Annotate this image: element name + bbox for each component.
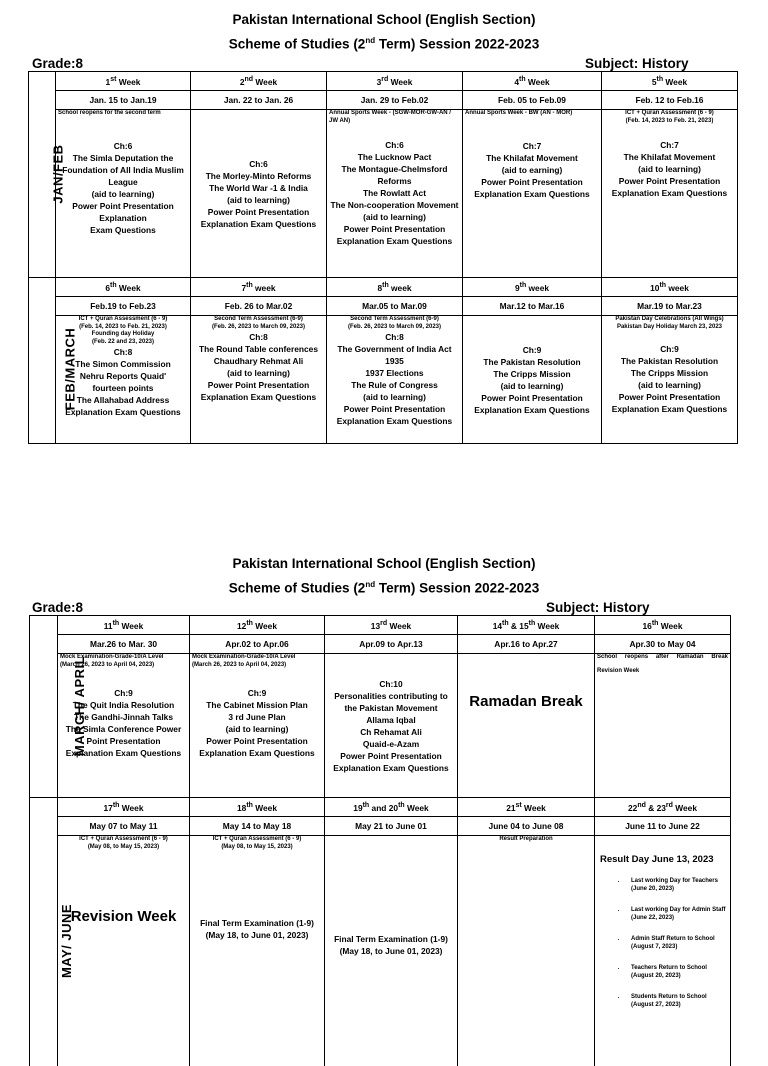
lesson-line: Exam Questions xyxy=(90,224,156,235)
lesson-line: The World War -1 & India xyxy=(209,182,308,193)
list-item: • Last working Day for Admin Staff (June 22, 2023) xyxy=(627,907,728,922)
lesson-line: (aid to earning) xyxy=(501,164,563,175)
lesson-line: Ch:7 xyxy=(522,140,542,151)
scheme-title: Scheme of Studies (2nd Term) Session 2022-2023 xyxy=(228,36,540,52)
schedule-table-2 xyxy=(29,615,731,1066)
lesson-line: The Khilafat Movement xyxy=(486,152,578,163)
week-header: 10th week xyxy=(602,278,738,297)
lesson-cell xyxy=(602,316,738,444)
lesson-line: The Gandhi-Jinnah Talks xyxy=(74,712,173,722)
lesson-line: Ch:9 xyxy=(247,688,267,698)
lesson-cell xyxy=(602,110,738,278)
lesson-line: (May 18, to June 01, 2023) xyxy=(205,930,309,940)
lesson-line: Allama Iqbal xyxy=(366,714,416,725)
week-header: 18th Week xyxy=(190,798,325,817)
lesson-line: Ch:9 xyxy=(522,344,542,355)
date-row xyxy=(29,297,738,316)
lesson-line: Ch:9 xyxy=(114,688,133,698)
week-header: 2nd Week xyxy=(191,72,327,91)
lesson-cell xyxy=(458,654,595,798)
lesson-line: fourteen points xyxy=(92,383,154,393)
lesson-line: Explanation Exam Questions xyxy=(336,416,453,426)
lesson-line: Ch:8 xyxy=(249,332,268,342)
lesson-line: The Simla Deputation the Foundation of All India Muslim League xyxy=(62,152,184,187)
week-header-row xyxy=(30,616,731,635)
lesson-line: The Morley-Minto Reforms xyxy=(205,170,312,181)
cell-note: Revision Week xyxy=(597,667,640,674)
lesson-line: Explanation Exam Questions xyxy=(199,748,315,758)
grade-subject-bar xyxy=(0,599,768,617)
lesson-line: (aid to learning) xyxy=(91,188,155,199)
week-header: 5th Week xyxy=(602,72,738,91)
lesson-line: 1937 Elections xyxy=(365,368,424,378)
lesson-line: The Pakistan Resolution xyxy=(483,356,581,367)
week-header: 22nd & 23rd Week xyxy=(595,798,731,817)
date-cell: June 11 to June 22 xyxy=(595,817,731,836)
date-cell: May 21 to June 01 xyxy=(325,817,458,836)
content-row xyxy=(30,654,731,798)
lesson-line: Chaudhary Rehmat Ali xyxy=(213,356,304,366)
lesson-cell xyxy=(56,110,191,278)
lesson-line: Power Point Presentation xyxy=(481,176,583,187)
cell-note: Second Term Assessment (6-9) (Feb. 26, 2023 to March 09, 2023) xyxy=(211,316,306,330)
date-row xyxy=(30,817,731,836)
cell-note: Annual Sports Week - (SGW-MOR-GW-AN / JW AN) xyxy=(329,110,451,124)
date-cell: Feb. 05 to Feb.09 xyxy=(463,91,602,110)
date-cell: Jan. 22 to Jan. 26 xyxy=(191,91,327,110)
lesson-cell xyxy=(191,110,327,278)
closing-dates-list xyxy=(597,878,728,1009)
lesson-line: Ch Rehamat Ali xyxy=(360,726,422,737)
lesson-line: Personalities contributing to the Pakistan Movement xyxy=(334,690,448,713)
result-day-heading: Result Day June 13, 2023 xyxy=(600,854,714,865)
lesson-line: Explanation Exam Questions xyxy=(65,748,182,758)
lesson-cell xyxy=(327,110,463,278)
grade-label: Grade:8 xyxy=(32,55,84,71)
lesson-line: The Round Table conferences xyxy=(199,344,318,354)
lesson-cell xyxy=(463,316,602,444)
date-cell: Apr.16 to Apr.27 xyxy=(458,635,595,654)
content-row xyxy=(30,836,731,1066)
week-header: 9th week xyxy=(463,278,602,297)
week-header: 11th Week xyxy=(58,616,190,635)
schedule-table-1 xyxy=(28,71,738,444)
lesson-line: The Rule of Congress xyxy=(351,380,438,390)
lesson-line: The Cabinet Mission Plan xyxy=(206,700,308,710)
cell-note: ICT + Quran Assessment (6 - 9) (Feb. 14, 2023 to Feb. 21, 2023) xyxy=(625,110,714,124)
month-cell xyxy=(29,297,78,444)
date-cell: May 07 to May 11 xyxy=(58,817,190,836)
lesson-line: Power Point Presentation xyxy=(618,176,721,186)
lesson-line: The Quit India Resolution xyxy=(72,700,175,710)
lesson-line: (aid to learning) xyxy=(363,212,426,222)
date-cell: Apr.09 to Apr.13 xyxy=(325,635,458,654)
lesson-line: Power Point Presentation xyxy=(340,750,442,761)
grade-subject-bar xyxy=(0,55,768,73)
cell-note: Second Term Assessment (6-9) (Feb. 26, 2023 to March 09, 2023) xyxy=(347,316,442,330)
date-cell: Mar.05 to Mar.09 xyxy=(327,297,463,316)
content-row xyxy=(29,316,738,444)
lesson-line: (aid to learning) xyxy=(638,380,701,390)
date-cell: Apr.30 to May 04 xyxy=(595,635,731,654)
date-cell: May 14 to May 18 xyxy=(190,817,325,836)
lesson-cell xyxy=(191,316,327,444)
lesson-line: The Khilafat Movement xyxy=(623,152,716,162)
date-cell: Apr.02 to Apr.06 xyxy=(190,635,325,654)
lesson-line: Explanation Exam Questions xyxy=(611,404,728,414)
month-cell xyxy=(30,616,88,798)
grade-label: Grade:8 xyxy=(32,599,84,615)
date-cell: Jan. 29 to Feb.02 xyxy=(327,91,463,110)
lesson-line: The Government of India Act 1935 xyxy=(337,344,452,366)
week-header-row xyxy=(29,72,738,91)
week-header: 14th & 15th Week xyxy=(458,616,595,635)
date-cell: Mar.19 to Mar.23 xyxy=(602,297,738,316)
lesson-line: Explanation Exam Questions xyxy=(333,762,449,773)
lesson-line: Power Point Presentation xyxy=(206,736,308,746)
lesson-line: The Cripps Mission xyxy=(630,368,709,378)
lesson-line: Ch:10 xyxy=(379,678,403,689)
week-header: 13rd Week xyxy=(325,616,458,635)
sheet-2 xyxy=(0,544,768,1008)
subject-label: Subject: History xyxy=(546,599,650,615)
lesson-cell xyxy=(190,654,325,798)
lesson-line: Explanation Exam Questions xyxy=(65,407,181,417)
lesson-line: Explanation Exam Questions xyxy=(474,404,590,415)
cell-note: School reopens for the second term xyxy=(58,110,161,116)
date-cell: Mar.12 to Mar.16 xyxy=(463,297,602,316)
week-header: 12th Week xyxy=(190,616,325,635)
lesson-line: Nehru Reports Quaid' xyxy=(79,371,167,381)
week-header: 17th Week xyxy=(58,798,190,817)
lesson-line: Explanation Exam Questions xyxy=(200,218,317,229)
lesson-line: The Montague-Chelmsford Reforms xyxy=(341,164,448,186)
month-cell xyxy=(30,817,75,1066)
lesson-line: Ch:6 xyxy=(249,158,268,169)
ramadan-break-label: Ramadan Break xyxy=(469,693,583,710)
lesson-line: Quaid-e-Azam xyxy=(362,738,420,749)
cell-note: Mock Examination-Grade-10/A Level (March 26, 2023 to April 04, 2023) xyxy=(60,654,164,668)
week-header: 3rd Week xyxy=(327,72,463,91)
lesson-line: Final Term Examination (1-9) xyxy=(334,933,448,944)
lesson-line: (aid to learning) xyxy=(363,392,426,402)
school-title: Pakistan International School (English Section) xyxy=(232,556,536,571)
cell-note: Result Preparation xyxy=(499,836,553,842)
lesson-cell xyxy=(58,836,190,1066)
content-row xyxy=(29,110,738,278)
date-row xyxy=(30,635,731,654)
cell-note: ICT + Quran Assessment (6 - 9) (May 08, to May 15, 2023) xyxy=(212,836,302,850)
lesson-line: The Allahabad Address xyxy=(76,395,170,405)
sheet-1 xyxy=(0,0,768,426)
lesson-line: Final Term Examination (1-9) xyxy=(200,918,314,928)
date-row xyxy=(29,91,738,110)
date-cell: Feb. 12 to Feb.16 xyxy=(602,91,738,110)
lesson-line: The Lucknow Pact xyxy=(357,152,432,162)
date-cell: Jan. 15 to Jan.19 xyxy=(56,91,191,110)
lesson-cell xyxy=(595,836,731,1066)
cell-note: Annual Sports Week - BW (AN - MOR) xyxy=(465,110,573,116)
lesson-line: Explanation xyxy=(99,212,147,223)
lesson-cell xyxy=(190,836,325,1066)
month-cell xyxy=(29,72,66,278)
cell-note: ICT + Quran Assessment (6 - 9) (Feb. 14, 2023 to Feb. 21, 2023) Founding day Holiday (Feb. 22 and 23, 2023) xyxy=(78,316,168,345)
list-item: • Last working Day for Teachers (June 20, 2023) xyxy=(627,878,728,893)
lesson-line: Ch:6 xyxy=(113,140,133,151)
lesson-line: (aid to learning) xyxy=(227,194,290,205)
lesson-line: Ch:9 xyxy=(660,344,679,354)
lesson-line: Power Point Presentation xyxy=(72,200,174,211)
subject-label: Subject: History xyxy=(585,55,689,71)
lesson-line: Power Point Presentation xyxy=(207,380,310,390)
lesson-line: Explanation Exam Questions xyxy=(474,188,590,199)
week-header-row xyxy=(30,798,731,817)
week-header: 4th Week xyxy=(463,72,602,91)
lesson-line: Ch:8 xyxy=(385,332,404,342)
cell-note: ICT + Quran Assessment (6 - 9) (May 08, to May 15, 2023) xyxy=(79,836,168,850)
lesson-line: Explanation Exam Questions xyxy=(336,236,453,246)
lesson-line: (May 18, to June 01, 2023) xyxy=(339,945,443,956)
week-header: 1st Week xyxy=(56,72,191,91)
school-title: Pakistan International School (English Section) xyxy=(232,12,536,27)
list-item: • Students Return to School (August 27, 2023) xyxy=(627,994,728,1009)
lesson-cell xyxy=(327,316,463,444)
lesson-line: The Pakistan Resolution xyxy=(620,356,719,366)
lesson-line: Power Point Presentation xyxy=(343,404,446,414)
month-label: MAY/ JUNE xyxy=(59,903,75,978)
lesson-cell xyxy=(463,110,602,278)
week-header: 7th week xyxy=(191,278,327,297)
lesson-line: Power Point Presentation xyxy=(618,392,721,402)
week-header: 16th Week xyxy=(595,616,731,635)
lesson-line: Ch:7 xyxy=(660,140,679,150)
week-header: 6th Week xyxy=(56,278,191,297)
date-cell: June 04 to June 08 xyxy=(458,817,595,836)
lesson-line: (aid to learning) xyxy=(638,164,701,174)
lesson-line: (aid to learning) xyxy=(500,380,564,391)
lesson-line: Ch:6 xyxy=(385,140,404,150)
week-header: 8th week xyxy=(327,278,463,297)
cell-note: Pakistan Day Celebrations (All Wings) Pakistan Day Holiday March 23, 2023 xyxy=(615,316,724,330)
lesson-cell xyxy=(325,654,458,798)
cell-note: Mock Examination-Grade-10/A Level (March 26, 2023 to April 04, 2023) xyxy=(192,654,296,668)
cell-note: School reopens after Ramadan Break xyxy=(597,654,728,660)
lesson-line: (aid to learning) xyxy=(225,724,289,734)
lesson-line: Explanation Exam Questions xyxy=(611,188,728,198)
lesson-line: (aid to learning) xyxy=(227,368,290,378)
list-item: • Teachers Return to School (August 20, 2023) xyxy=(627,965,728,980)
revision-week-label: Revision Week xyxy=(70,908,177,925)
lesson-cell xyxy=(325,836,458,1066)
lesson-line: Power Point Presentation xyxy=(343,224,446,234)
lesson-line: The Simon Commission xyxy=(75,359,171,369)
lesson-line: The Cripps Mission xyxy=(493,368,571,379)
list-item: • Admin Staff Return to School (August 7, 2023) xyxy=(627,936,728,951)
lesson-line: The Simla Conference Power Point Presentation xyxy=(65,724,182,746)
month-label: MARCH/ APRIL xyxy=(72,655,88,757)
lesson-line: The Rowlatt Act xyxy=(363,188,426,198)
scheme-title: Scheme of Studies (2nd Term) Session 2022-2023 xyxy=(228,580,540,596)
lesson-line: Power Point Presentation xyxy=(207,206,310,217)
lesson-line: The Non-cooperation Movement xyxy=(330,200,459,210)
date-cell: Mar.26 to Mar. 30 xyxy=(58,635,190,654)
date-cell: Feb.19 to Feb.23 xyxy=(56,297,191,316)
lesson-line: Power Point Presentation xyxy=(481,392,583,403)
lesson-cell xyxy=(595,654,731,798)
lesson-line: Ch:8 xyxy=(113,347,133,357)
week-header-row xyxy=(29,278,738,297)
lesson-line: 3 rd June Plan xyxy=(228,712,286,722)
month-label: FEB/MARCH xyxy=(62,328,78,411)
week-header: 21st Week xyxy=(458,798,595,817)
date-cell: Feb. 26 to Mar.02 xyxy=(191,297,327,316)
lesson-line: Explanation Exam Questions xyxy=(200,392,317,402)
month-label: JAN/FEB xyxy=(50,144,66,204)
week-header: 19th and 20th Week xyxy=(325,798,458,817)
lesson-cell xyxy=(458,836,595,1066)
